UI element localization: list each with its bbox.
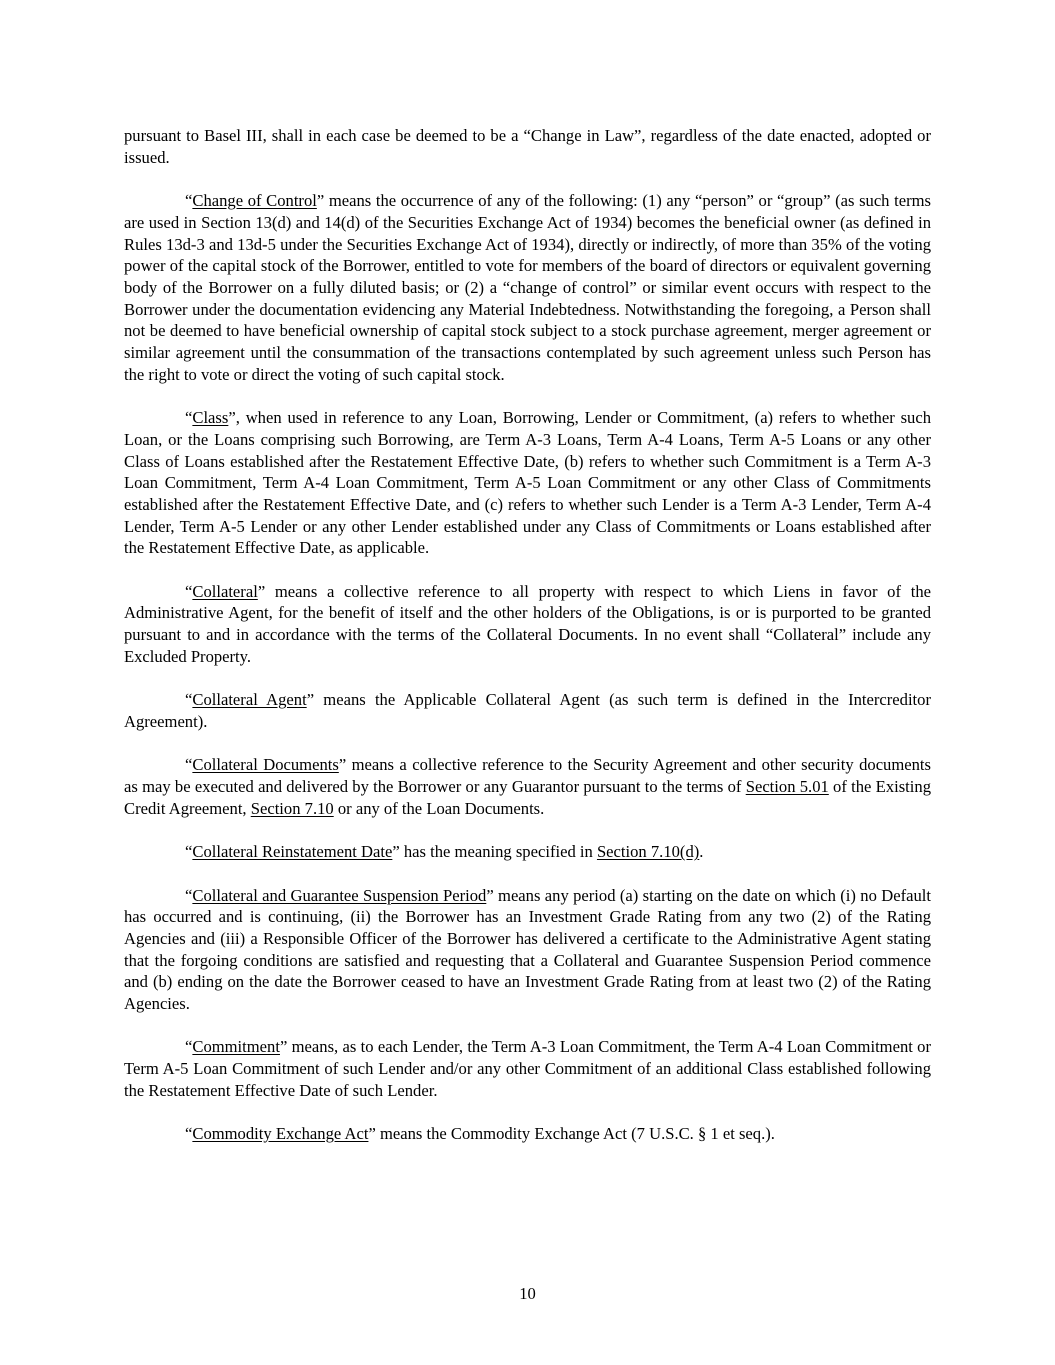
definition-text: ”, when used in reference to any Loan, Borrowing, Lender or Commitment, (a) refers to whether such Loan, or the Loans comprising such Borrowing, are Term A-3 Loans, Term A-4 Loans, Term A-5 Loans or any other Class of Loans established after the Restatement Effective Date, (b) refers to whether such Commitment is a Term A-3 Loan Commitment, Term A-4 Loan Commitment, Term A-5 Loan Commitment or any other Class of Commitments established after the Restatement Effective Date, and (c) refers to whether such Lender is a Term A-3 Lender, Term A-4 Lender, Term A-5 Lender or any other Lender established under any Class of Commitments or Loans established after the Restatement Effective Date, as applicable. xyxy=(124,408,931,558)
definition-text: ” has the meaning specified in xyxy=(392,842,597,862)
defined-term: Collateral Documents xyxy=(192,755,339,775)
definition-text: ” means, as to each Lender, the Term A-3 Loan Commitment, the Term A-4 Loan Commitment or Term A-5 Loan Commitment of such Lender and/or any other Commitment of an additional Class established following the Restatement Effective Date of such Lender. xyxy=(124,1037,931,1100)
definition-change-of-control: “Change of Control” means the occurrence of any of the following: (1) any “person” or “group” (as such terms are used in Section 13(d) and 14(d) of the Securities Exchange Act of 1934) becomes the beneficial owner (as defined in Rules 13d-3 and 13d-5 under the Securities Exchange Act of 1934), directly or indirectly, of more than 35% of the voting power of the capital stock of the Borrower, entitled to vote for members of the board of directors or equivalent governing body of the Borrower on a fully diluted basis; or (2) a “change of control” or similar event occurs with respect to the Borrower under the documentation evidencing any Material Indebtedness. Notwithstanding the foregoing, a Person shall not be deemed to have beneficial ownership of capital stock subject to a stock purchase agreement, merger agreement or similar agreement until the consummation of the transactions contemplated by such agreement unless such Person has the right to vote or direct the voting of such capital stock. xyxy=(124,191,931,384)
definition-text: ” means the Applicable Collateral Agent (as such term is defined in the Intercreditor Agreement). xyxy=(124,690,931,731)
definition-commodity-exchange-act: “Commodity Exchange Act” means the Commodity Exchange Act (7 U.S.C. § 1 et seq.). xyxy=(185,1124,775,1144)
section-reference: Section 5.01 xyxy=(745,777,829,797)
document-body xyxy=(124,125,931,1167)
defined-term: Collateral xyxy=(192,581,258,601)
definition-text: ” means any period (a) starting on the date on which (i) no Default has occurred and is continuing, (ii) the Borrower has an Investment Grade Rating from any two (2) of the Rating Agencies and (iii) a Responsible Officer of the Borrower has delivered a certificate to the Administrative Agent stating that the forgoing conditions are satisfied and requesting that a Collateral and Guarantee Suspension Period commence and (b) ending on the date the Borrower ceased to have an Investment Grade Rating from at least two (2) of the Rating Agencies. xyxy=(124,885,931,1014)
definition-text: ” means a collective reference to the Security Agreement and other security documents as may be executed and delivered by the Borrower or any Guarantor pursuant to the terms of xyxy=(124,755,931,797)
definition-collateral: “Collateral” means a collective reference to all property with respect to which Liens in favor of the Administrative Agent, for the benefit of itself and the other holders of the Obligations, is or is purported to be granted pursuant to and in accordance with the terms of the Collateral Documents. In no event shall “Collateral” include any Excluded Property. xyxy=(124,581,931,666)
page-number: 10 xyxy=(519,1284,536,1303)
definition-text: ” means a collective reference to all property with respect to which Liens in favor of the Administrative Agent, for the benefit of itself and the other holders of the Obligations, is or is purported to be granted pursuant to and in accordance with the terms of the Collateral Documents. In no event shall “Collateral” include any Excluded Property. xyxy=(124,581,931,666)
defined-term: Class xyxy=(192,408,229,428)
definition-collateral-agent: “Collateral Agent” means the Applicable Collateral Agent (as such term is defined in the Intercreditor Agreement). xyxy=(124,690,931,731)
definition-commitment: “Commitment” means, as to each Lender, the Term A-3 Loan Commitment, the Term A-4 Loan Commitment or Term A-5 Loan Commitment of such Lender and/or any other Commitment of an additional Class established following the Restatement Effective Date of such Lender. xyxy=(124,1037,931,1100)
definition-text: ” means the occurrence of any of the following: (1) any “person” or “group” (as such terms are used in Section 13(d) and 14(d) of the Securities Exchange Act of 1934) becomes the beneficial owner (as defined in Rules 13d-3 and 13d-5 under the Securities Exchange Act of 1934), directly or indirectly, of more than 35% of the voting power of the capital stock of the Borrower, entitled to vote for members of the board of directors or equivalent governing body of the Borrower on a fully diluted basis; or (2) a “change of control” or similar event occurs with respect to the Borrower under the documentation evidencing any Material Indebtedness. Notwithstanding the foregoing, a Person shall not be deemed to have beneficial ownership of capital stock subject to a stock purchase agreement, merger agreement or similar agreement until the consummation of the transactions contemplated by such agreement unless such Person has the right to vote or direct the voting of such capital stock. xyxy=(124,191,931,384)
section-reference: Section 7.10 xyxy=(250,798,334,818)
defined-term: Collateral Agent xyxy=(192,690,307,710)
definition-text: of the Existing Credit Agreement, xyxy=(124,777,931,818)
section-reference: Section 7.10(d) xyxy=(596,842,700,862)
definition-text: ” means the Commodity Exchange Act (7 U.S.C. § 1 et seq.). xyxy=(368,1124,775,1144)
defined-term: Commodity Exchange Act xyxy=(192,1124,369,1144)
definition-collateral-reinstatement-date: “Collateral Reinstatement Date” has the meaning specified in Section 7.10(d). xyxy=(185,842,704,862)
defined-term: Collateral Reinstatement Date xyxy=(192,842,393,862)
definition-class: “Class”, when used in reference to any Loan, Borrowing, Lender or Commitment, (a) refers to whether such Loan, or the Loans comprising such Borrowing, are Term A-3 Loans, Term A-4 Loans, Term A-5 Loans or any other Class of Loans established after the Restatement Effective Date, (b) refers to whether such Commitment is a Term A-3 Loan Commitment, Term A-4 Loan Commitment, Term A-5 Loan Commitment or any other Class of Commitments established after the Restatement Effective Date, and (c) refers to whether such Lender is a Term A-3 Lender, Term A-4 Lender, Term A-5 Lender or any other Lender established under any Class of Commitments or Loans established after the Restatement Effective Date, as applicable. xyxy=(124,408,931,558)
defined-term: Collateral and Guarantee Suspension Period xyxy=(192,885,487,905)
defined-term: Change of Control xyxy=(192,191,317,211)
definition-text: or any of the Loan Documents. xyxy=(333,798,545,818)
defined-term: Commitment xyxy=(192,1037,280,1057)
definition-text: . xyxy=(699,842,704,862)
paragraph-change-in-law-continued xyxy=(124,125,931,168)
paragraph-text: pursuant to Basel III, shall in each case be deemed to be a “Change in Law”, regardless of the date enacted, adopted or issued. xyxy=(124,126,931,167)
definition-collateral-and-guarantee-suspension-period: “Collateral and Guarantee Suspension Period” means any period (a) starting on the date on which (i) no Default has occurred and is continuing, (ii) the Borrower has an Investment Grade Rating from any two (2) of the Rating Agencies and (iii) a Responsible Officer of the Borrower has delivered a certificate to the Administrative Agent stating that the forgoing conditions are satisfied and requesting that a Collateral and Guarantee Suspension Period commence and (b) ending on the date the Borrower ceased to have an Investment Grade Rating from at least two (2) of the Rating Agencies. xyxy=(124,885,931,1014)
definition-collateral-documents: “Collateral Documents” means a collective reference to the Security Agreement and other security documents as may be executed and delivered by the Borrower or any Guarantor pursuant to the terms of Section 5.01 of the Existing Credit Agreement, Section 7.10 or any of the Loan Documents. xyxy=(124,755,931,818)
